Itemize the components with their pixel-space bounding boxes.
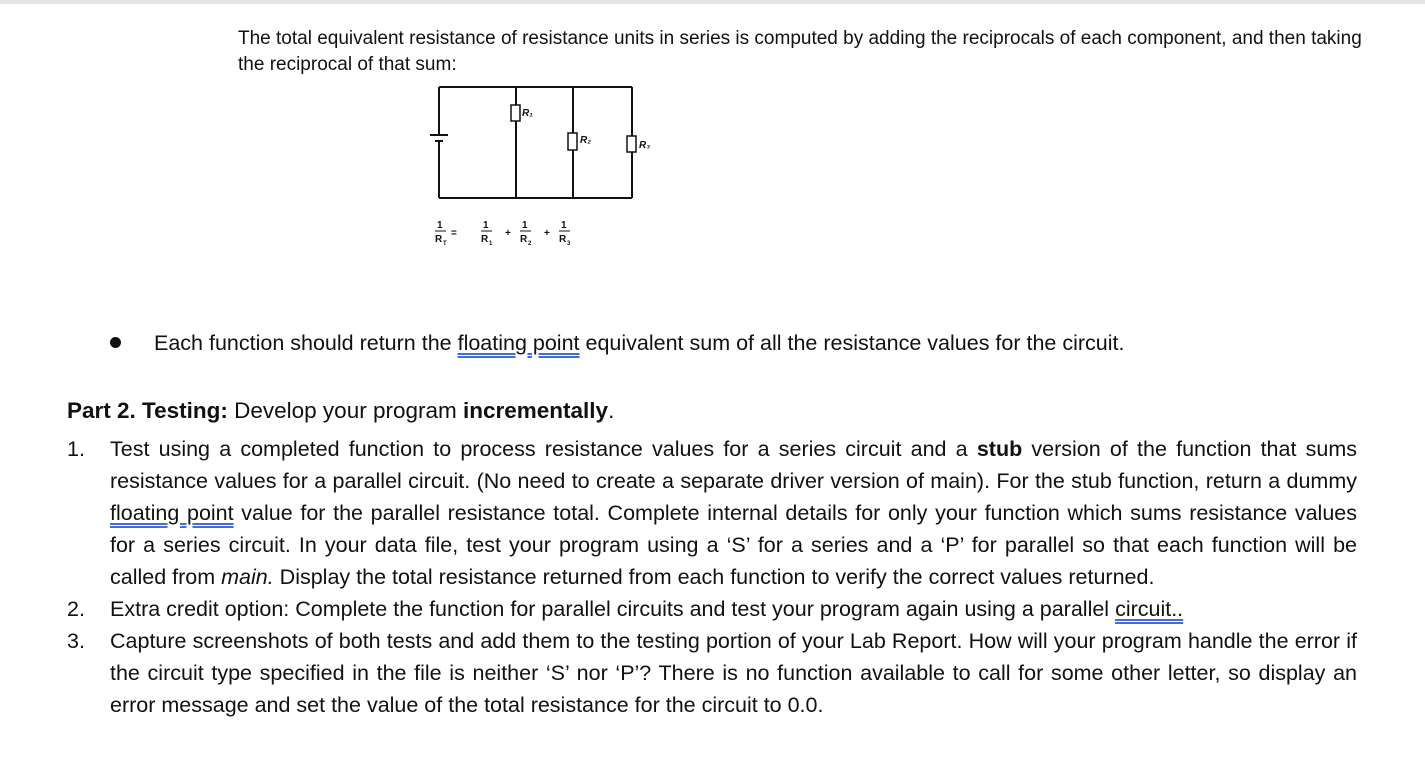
svg-text:1: 1 [561, 220, 567, 231]
resistor-r2 [568, 133, 577, 150]
step-number: 3. [67, 629, 85, 653]
bullet-dot [110, 337, 121, 348]
resistor-r1 [511, 105, 520, 121]
testing-steps-list [67, 433, 1357, 721]
top-border [0, 0, 1425, 4]
list-item: 1. Test using a completed function to process resistance values for a series circuit and a stub version of the function that sums resistance values for a parallel circuit. (No need to create a separate driver version of main). For the stub function, return a dummy floating point value for the parallel resistance total. Complete internal details for only your function which sums resistance values for a series circuit. In your data file, test your program using a ‘S’ for a series and a ‘P’ for parallel so that each function will be called from main. Display the total resistance returned from each function to verify the correct values returned. [67, 433, 1357, 593]
list-item: 3. Capture screenshots of both tests and add them to the testing portion of your Lab Report. How will your program handle the error if the circuit type specified in the file is neither ‘S’ nor ‘P’? There is no function available to call for some other letter, so display an error message and set the value of the total resistance for the circuit to 0.0. [67, 625, 1357, 721]
svg-text:=: = [451, 228, 457, 239]
reciprocal-formula [435, 220, 571, 247]
svg-text:R: R [520, 234, 528, 245]
svg-text:R: R [435, 234, 443, 245]
spellcheck-floating-point: floating point [110, 501, 234, 525]
svg-text:1: 1 [483, 220, 489, 231]
svg-text:1: 1 [489, 241, 493, 247]
intro-paragraph: The total equivalent resistance of resistance units in series is computed by adding the reciprocals of each component, and then taking the reciprocal of that sum: [238, 28, 1362, 75]
spellcheck-floating-point: floating point [457, 331, 580, 355]
resistor-r3 [627, 136, 636, 152]
parallel-circuit-diagram [420, 80, 680, 260]
svg-text:+: + [505, 228, 511, 239]
resistor-label-r1: R₁ [522, 108, 533, 119]
spellcheck-circuit: circuit.. [1115, 597, 1184, 621]
svg-text:1: 1 [437, 220, 443, 231]
svg-text:T: T [443, 241, 447, 247]
part2-heading: Part 2. Testing: Develop your program incrementally. [67, 398, 615, 423]
svg-text:1: 1 [522, 220, 528, 231]
resistor-label-r2: R₂ [580, 135, 592, 146]
svg-text:R: R [481, 234, 489, 245]
svg-text:R: R [559, 234, 567, 245]
resistor-label-r3: R₃ [639, 140, 651, 151]
svg-text:+: + [544, 228, 550, 239]
list-item: 2. Extra credit option: Complete the function for parallel circuits and test your program again using a parallel circuit.. [67, 593, 1357, 625]
step-number: 1. [67, 437, 85, 461]
svg-text:2: 2 [528, 241, 532, 247]
svg-text:3: 3 [567, 241, 571, 247]
bullet-text: Each function should return the floating point equivalent sum of all the resistance values for the circuit. [154, 331, 1125, 355]
step-number: 2. [67, 597, 85, 621]
